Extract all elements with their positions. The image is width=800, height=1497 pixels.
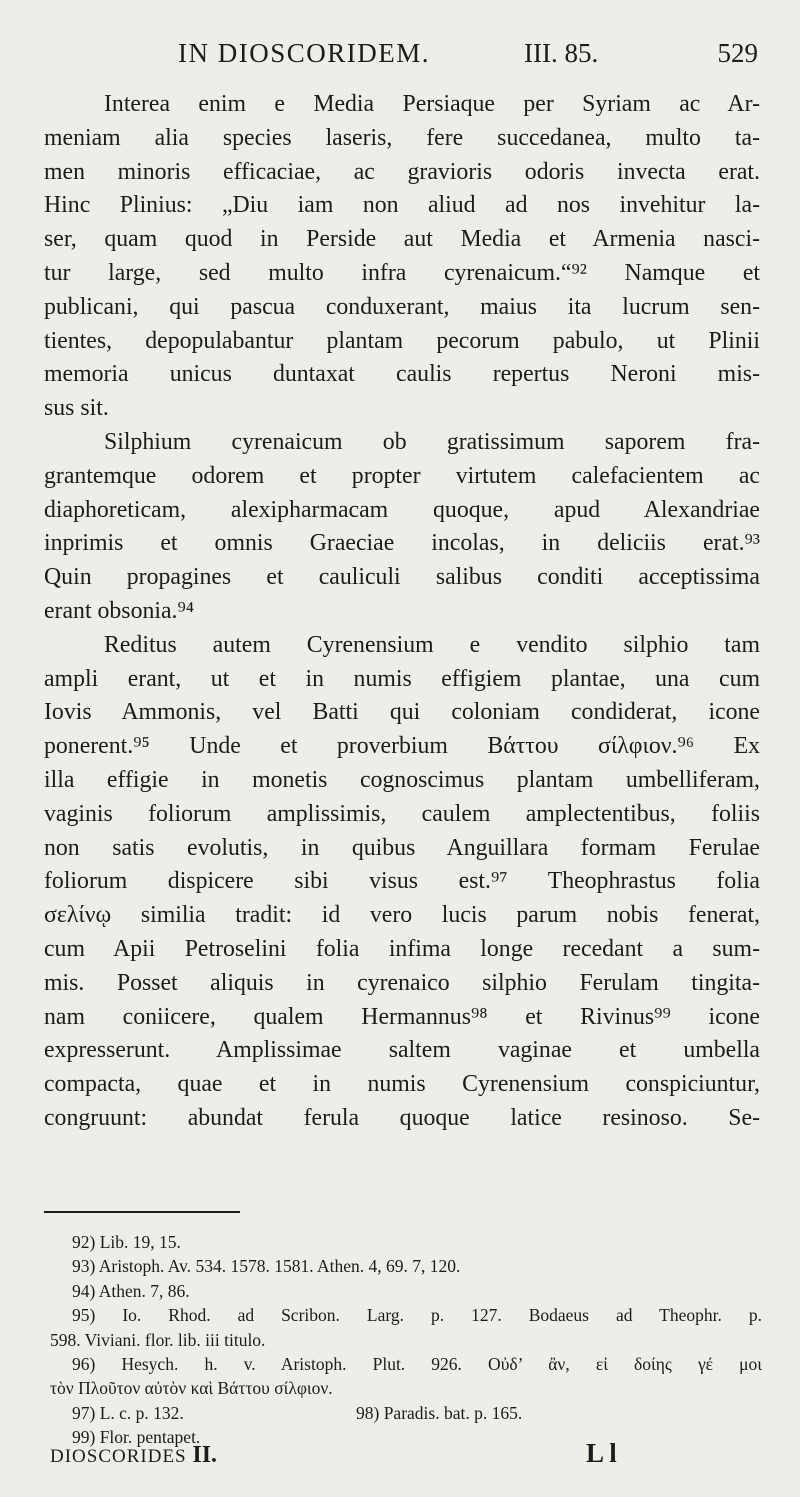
body-line: memoria unicus duntaxat caulis repertus Neroni mis- bbox=[44, 361, 760, 388]
running-head bbox=[0, 38, 800, 74]
footnotes bbox=[50, 1230, 762, 1450]
body-line: expresserunt. Amplissimae saltem vaginae et umbella bbox=[44, 1037, 760, 1064]
body-line: congruunt: abundat ferula quoque latice resinoso. Se- bbox=[44, 1104, 760, 1131]
footnote-97: 97) L. c. p. 132. bbox=[72, 1402, 184, 1423]
body-line: diaphoreticam, alexipharmacam quoque, apud Alexandriae bbox=[44, 496, 760, 523]
body-line: ampli erant, ut et in numis effigiem plantae, una cum bbox=[44, 665, 760, 692]
body-line: Iovis Ammonis, vel Batti qui coloniam condiderat, icone bbox=[44, 699, 760, 726]
body-line: foliorum dispicere sibi visus est.⁹⁷ Theophrastus folia bbox=[44, 868, 760, 895]
footnote-95-continued: 598. Viviani. flor. lib. iii titulo. bbox=[50, 1329, 266, 1350]
body-line: inprimis et omnis Graeciae incolas, in deliciis erat.⁹³ bbox=[44, 530, 760, 557]
body-line: publicani, qui pascua conduxerant, maius ita lucrum sen- bbox=[44, 293, 760, 320]
body-line: Quin propagines et cauliculi salibus conditi acceptissima bbox=[44, 564, 760, 591]
footnote-98: 98) Paradis. bat. p. 165. bbox=[356, 1402, 523, 1423]
body-line: ser, quam quod in Perside aut Media et Armenia nasci- bbox=[44, 226, 760, 253]
signature-volume: II. bbox=[192, 1442, 218, 1468]
body-line: mis. Posset aliquis in cyrenaico silphio Ferulam tingita- bbox=[44, 969, 760, 996]
body-line: sus sit. bbox=[44, 395, 109, 422]
body-line: tur large, sed multo infra cyrenaicum.“⁹² Namque et bbox=[44, 259, 760, 286]
footnote-96: 96) Hesych. h. v. Aristoph. Plut. 926. Οὐδ’ ἂν, εἰ δοίης γέ μοι bbox=[72, 1354, 762, 1375]
body-line: meniam alia species laseris, fere succedanea, multo ta- bbox=[44, 124, 760, 151]
body-line: ponerent.⁹⁵ Unde et proverbium Βάττου σίλφιον.⁹⁶ Ex bbox=[44, 733, 760, 760]
body-line: non satis evolutis, in quibus Anguillara formam Ferulae bbox=[44, 834, 760, 861]
footnote-99: 99) Flor. pentapet. bbox=[72, 1427, 201, 1448]
signature-label bbox=[50, 1442, 217, 1469]
body-text bbox=[44, 88, 760, 1136]
footnote-93: 93) Aristoph. Av. 534. 1578. 1581. Athen. 4, 69. 7, 120. bbox=[72, 1256, 461, 1277]
running-head-section: III. 85. bbox=[524, 38, 599, 68]
body-line: grantemque odorem et propter virtutem calefacientem ac bbox=[44, 462, 760, 489]
body-line: erant obsonia.⁹⁴ bbox=[44, 597, 195, 624]
signature-line bbox=[50, 1438, 762, 1472]
body-line: Silphium cyrenaicum ob gratissimum saporem fra- bbox=[104, 428, 760, 455]
signature-mark: L l bbox=[586, 1438, 617, 1468]
body-line: illa effigie in monetis cognoscimus plantam umbelliferam, bbox=[44, 766, 760, 793]
footnote-92: 92) Lib. 19, 15. bbox=[72, 1232, 181, 1252]
footnote-95: 95) Io. Rhod. ad Scribon. Larg. p. 127. Bodaeus ad Theophr. p. bbox=[72, 1305, 762, 1326]
body-line: cum Apii Petroselini folia infima longe recedant a sum- bbox=[44, 935, 760, 962]
body-line: men minoris efficaciae, ac gravioris odoris invecta erat. bbox=[44, 158, 760, 185]
footnote-94: 94) Athen. 7, 86. bbox=[72, 1280, 190, 1301]
body-line: tientes, depopulabantur plantam pecorum pabulo, ut Plinii bbox=[44, 327, 760, 354]
body-line: compacta, quae et in numis Cyrenensium conspiciuntur, bbox=[44, 1071, 760, 1098]
signature-title: DIOSCORIDES bbox=[50, 1446, 187, 1467]
body-line: vaginis foliorum amplissimis, caulem amplectentibus, foliis bbox=[44, 800, 760, 827]
body-line: Hinc Plinius: „Diu iam non aliud ad nos invehitur la- bbox=[44, 192, 760, 219]
body-line: σελίνῳ similia tradit: id vero lucis parum nobis fenerat, bbox=[44, 902, 760, 929]
body-line: nam coniicere, qualem Hermannus⁹⁸ et Rivinus⁹⁹ icone bbox=[44, 1003, 760, 1030]
footnote-96-continued: τὸν Πλοῦτον αὐτὸν καὶ Βάττου σίλφιον. bbox=[50, 1378, 333, 1399]
body-line: Interea enim e Media Persiaque per Syriam ac Ar- bbox=[104, 91, 760, 117]
footnote-row bbox=[50, 1401, 762, 1425]
page-number: 529 bbox=[717, 38, 758, 68]
footnote-rule bbox=[44, 1211, 240, 1213]
running-head-title: IN DIOSCORIDEM. bbox=[178, 38, 430, 68]
body-line: Reditus autem Cyrenensium e vendito silphio tam bbox=[104, 631, 760, 658]
